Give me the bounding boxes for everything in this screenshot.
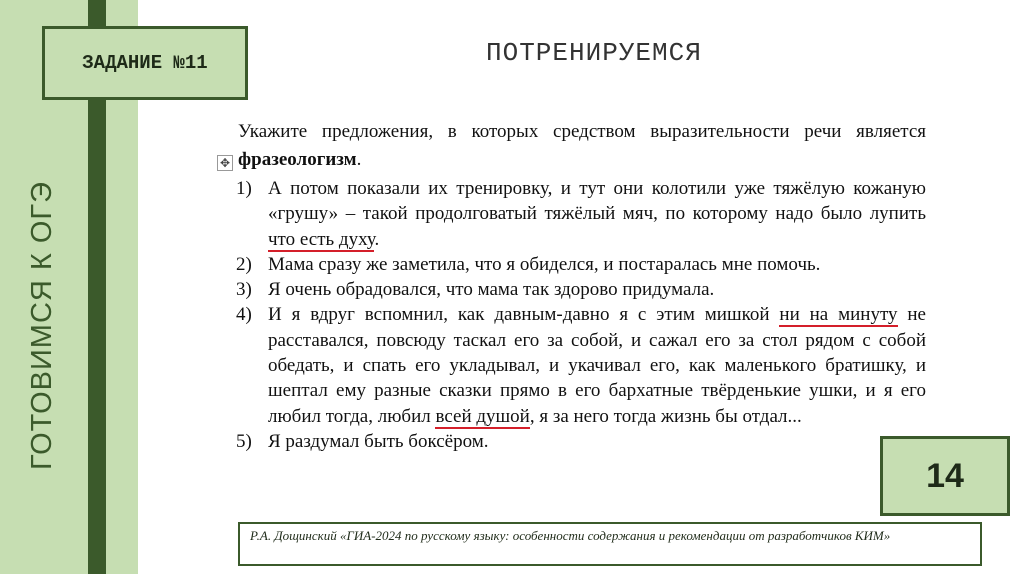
move-icon[interactable]: ✥ — [217, 155, 233, 171]
slide-title: ПОТРЕНИРУЕМСЯ — [486, 38, 702, 68]
option-text-end: . — [374, 228, 380, 250]
question-text — [238, 118, 926, 174]
question-keyword: фразеологизм — [238, 149, 357, 170]
option-text: А потом показали их тренировку, и тут они колотили уже тяжёлую кожаную «грушу» – такой продолговатый тяжёлый мяч, по которому надо было лупить — [268, 178, 926, 225]
option-text: Я очень обрадовался, что мама так здорово придумала. — [268, 279, 715, 301]
option-number: 1) — [236, 178, 252, 199]
question-suffix: . — [356, 149, 362, 170]
options-list — [236, 176, 926, 454]
page-number: 14 — [926, 456, 964, 495]
option-number: 5) — [236, 430, 252, 452]
option-number: 3) — [236, 279, 252, 301]
option-3 — [236, 277, 926, 302]
citation-text: Р.А. Дощинский «ГИА-2024 по русскому языку: особенности содержания и рекомендации от разработчиков КИМ» — [250, 528, 891, 543]
phraseologism-underlined: ни на минуту — [779, 304, 898, 326]
task-box — [42, 26, 248, 100]
option-text-middle: не расставался, повсюду таскал его за собой, и сажал его за стол рядом с собой обедать, и спать его укладывал, и укачивал его, как маленького братишку, и шептал ему разные сказки прямо в его бархатные твёрденькие ушки, и я его любил тогда, любил — [268, 304, 926, 427]
option-text: Мама сразу же заметила, что я обиделся, и постаралась мне помочь. — [268, 253, 821, 275]
option-text: Я раздумал быть боксёром. — [268, 430, 489, 452]
citation-box — [238, 522, 982, 566]
phraseologism-underlined: что есть духу — [268, 228, 375, 250]
option-number: 4) — [236, 304, 252, 326]
option-2 — [236, 252, 926, 277]
option-number: 2) — [236, 253, 252, 275]
option-5 — [236, 429, 926, 454]
option-text: И я вдруг вспомнил, как давным-давно я с этим мишкой — [268, 304, 780, 326]
phraseologism-underlined: всей душой — [435, 405, 530, 427]
task-label: ЗАДАНИЕ №11 — [82, 52, 208, 74]
vertical-label: ГОТОВИМСЯ К ОГЭ — [25, 180, 58, 470]
option-4 — [236, 302, 926, 428]
option-1 — [236, 176, 926, 252]
question-prefix: Укажите предложения, в которых средством выразительности речи является — [238, 121, 926, 142]
vertical-label-container — [12, 160, 72, 490]
option-text-end: , я за него тогда жизнь бы отдал... — [529, 405, 802, 427]
page-number-box — [880, 436, 1010, 516]
